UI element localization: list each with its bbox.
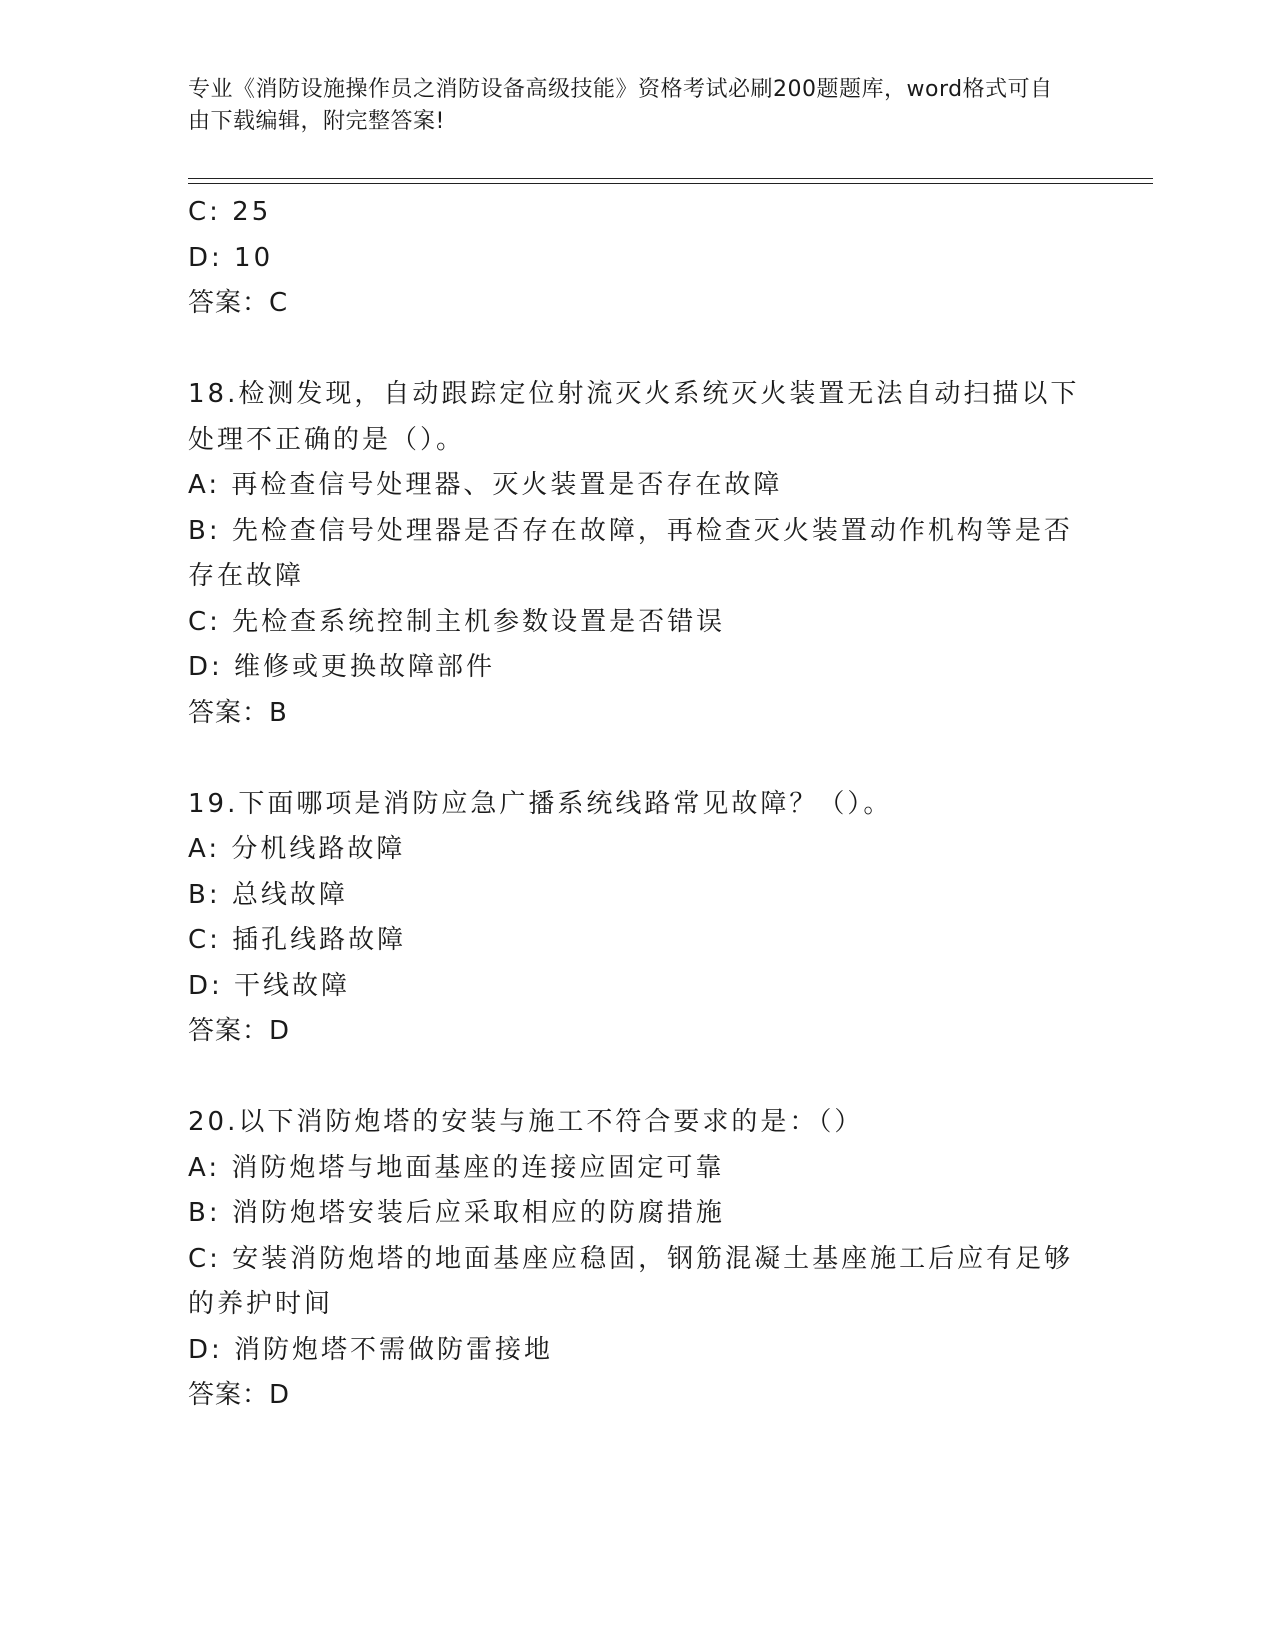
option-b: B: 先检查信号处理器是否存在故障，再检查灭火装置动作机构等是否存在故障 [188, 515, 1073, 591]
option-d: D: 维修或更换故障部件 [188, 652, 496, 682]
header-rule-top [188, 178, 1153, 179]
option-c: C: 插孔线路故障 [188, 925, 407, 955]
option-b: B: 消防炮塔安装后应采取相应的防腐措施 [188, 1198, 725, 1228]
answer: 答案：D [188, 1016, 291, 1046]
answer: 答案：D [188, 1380, 291, 1410]
option-c: C: 先检查系统控制主机参数设置是否错误 [188, 606, 726, 637]
header-rule-bottom [188, 183, 1153, 184]
option-a: A: 再检查信号处理器、灭火装置是否存在故障 [188, 470, 783, 500]
option-b: B: 总线故障 [188, 879, 348, 910]
option-d: D: 干线故障 [188, 970, 351, 1001]
question-stem: 20.以下消防炮塔的安装与施工不符合要求的是：（） [188, 1107, 864, 1137]
question-17-tail [188, 190, 1088, 327]
question-stem: 18.检测发现，自动跟踪定位射流灭火系统灭火装置无法自动扫描以下处理不正确的是（）。 [188, 379, 1080, 455]
question-18 [188, 372, 1088, 736]
question-list [188, 190, 1088, 1419]
question-19 [188, 782, 1088, 1055]
page-header: 专业《消防设施操作员之消防设备高级技能》资格考试必刷200题题库，word格式可自由下载编辑，附完整答案! [188, 77, 1053, 134]
answer: 答案：B [188, 697, 288, 728]
option-c: C: 25 [188, 197, 272, 227]
option-c: C: 安装消防炮塔的地面基座应稳固，钢筋混凝土基座施工后应有足够的养护时间 [188, 1243, 1074, 1319]
option-d: D: 10 [188, 242, 274, 273]
question-20 [188, 1100, 1088, 1419]
option-d: D: 消防炮塔不需做防雷接地 [188, 1334, 554, 1365]
option-a: A: 消防炮塔与地面基座的连接应固定可靠 [188, 1152, 725, 1183]
question-stem: 19.下面哪项是消防应急广播系统线路常见故障？（）。 [188, 788, 893, 819]
answer: 答案：C [188, 288, 289, 318]
option-a: A: 分机线路故障 [188, 834, 406, 864]
